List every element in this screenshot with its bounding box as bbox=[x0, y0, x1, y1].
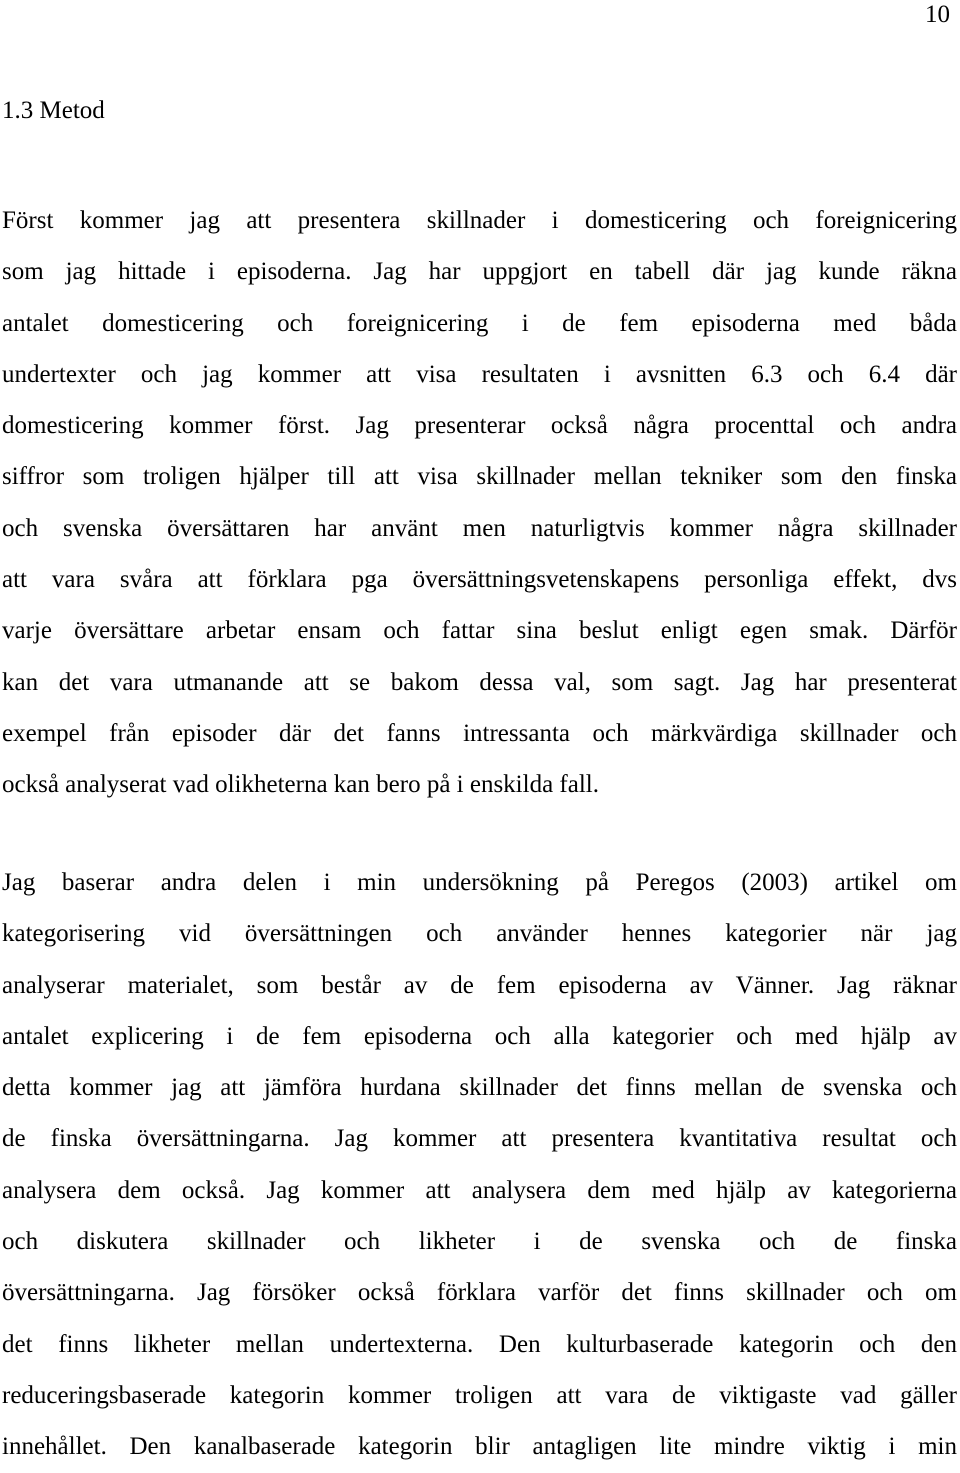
text-line: och diskutera skillnader och likheter i de svenska och de finska bbox=[2, 1228, 957, 1256]
text-line: antalet domesticering och foreignicering i de fem episoderna med båda bbox=[2, 309, 957, 337]
text-line: och svenska översättaren har använt men naturligtvis kommer några skillnader bbox=[2, 514, 957, 542]
page-number: 10 bbox=[925, 1, 950, 28]
text-line: detta kommer jag att jämföra hurdana skillnader det finns mellan de svenska och bbox=[2, 1074, 957, 1102]
text-line: domesticering kommer först. Jag presenterar också några procenttal och andra bbox=[2, 412, 957, 440]
text-line: antalet explicering i de fem episoderna och alla kategorier och med hjälp av bbox=[2, 1022, 957, 1050]
paragraph-method-part-one bbox=[2, 195, 957, 811]
text-line: reduceringsbaserade kategorin kommer troligen att vara de viktigaste vad gäller bbox=[2, 1381, 957, 1409]
text-line: översättningarna. Jag försöker också förklara varför det finns skillnader och om bbox=[2, 1279, 957, 1307]
text-line: varje översättare arbetar ensam och fattar sina beslut enligt egen smak. Därför bbox=[2, 617, 957, 645]
text-line: exempel från episoder där det fanns intressanta och märkvärdiga skillnader och bbox=[2, 719, 957, 747]
section-heading: 1.3 Metod bbox=[2, 97, 105, 124]
paragraph-method-part-two bbox=[2, 857, 957, 1473]
text-line: kategorisering vid översättningen och använder hennes kategorier när jag bbox=[2, 920, 957, 948]
text-line: som jag hittade i episoderna. Jag har uppgjort en tabell där jag kunde räkna bbox=[2, 258, 957, 286]
text-line: analysera dem också. Jag kommer att analysera dem med hjälp av kategorierna bbox=[2, 1176, 957, 1204]
text-line: att vara svåra att förklara pga översättningsvetenskapens personliga effekt, dvs bbox=[2, 566, 957, 594]
text-line: analyserar materialet, som består av de fem episoderna av Vänner. Jag räknar bbox=[2, 971, 957, 999]
text-line: siffror som troligen hjälper till att visa skillnader mellan tekniker som den finska bbox=[2, 463, 957, 491]
text-line: undertexter och jag kommer att visa resultaten i avsnitten 6.3 och 6.4 där bbox=[2, 360, 957, 388]
text-line: också analyserat vad olikheterna kan bero på i enskilda fall. bbox=[2, 771, 599, 799]
text-line: de finska översättningarna. Jag kommer att presentera kvantitativa resultat och bbox=[2, 1125, 957, 1153]
text-line: kan det vara utmanande att se bakom dessa val, som sagt. Jag har presenterat bbox=[2, 668, 957, 696]
text-line: innehållet. Den kanalbaserade kategorin blir antagligen lite mindre viktig i min bbox=[2, 1433, 957, 1461]
text-line: det finns likheter mellan undertexterna. Den kulturbaserade kategorin och den bbox=[2, 1330, 957, 1358]
text-line: Jag baserar andra delen i min undersökning på Peregos (2003) artikel om bbox=[2, 869, 957, 896]
text-line: Först kommer jag att presentera skillnader i domesticering och foreignicering bbox=[2, 207, 957, 234]
